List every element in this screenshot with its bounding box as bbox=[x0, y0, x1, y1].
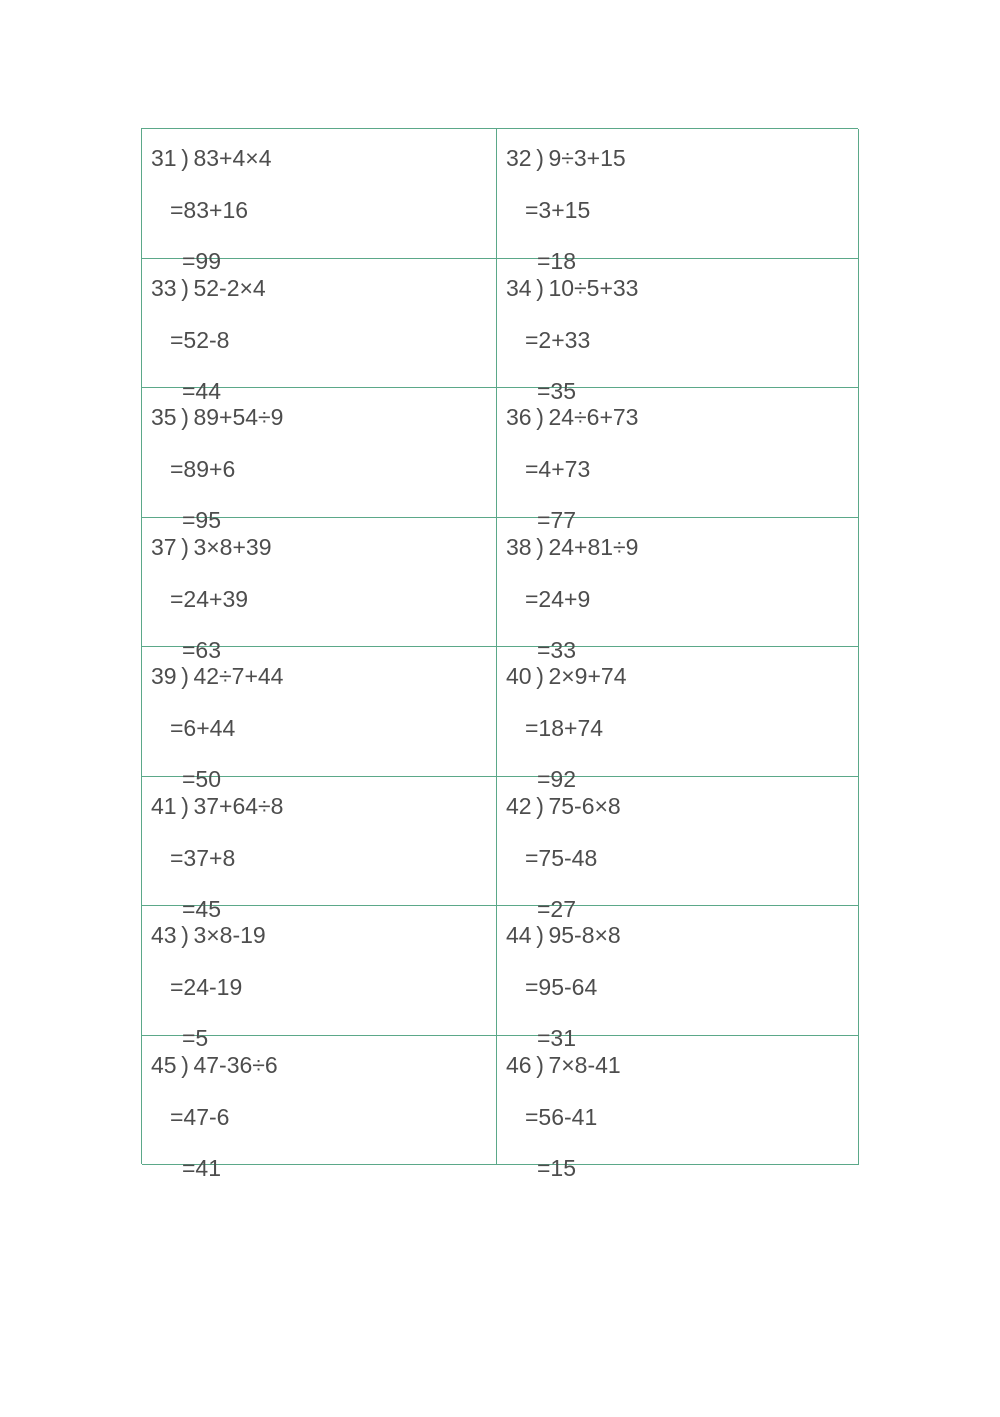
problem-cell bbox=[142, 1036, 497, 1181]
problem-cell bbox=[142, 518, 497, 663]
problem-step: =24+9 bbox=[525, 585, 591, 612]
problem-cell bbox=[142, 259, 497, 404]
problem-cell bbox=[497, 777, 859, 922]
problem-cell bbox=[142, 647, 497, 792]
problem-cell bbox=[497, 1036, 859, 1181]
worksheet-table bbox=[141, 128, 858, 1181]
problem-cell bbox=[497, 906, 859, 1051]
problem-cell bbox=[142, 906, 497, 1051]
problem-question: 39 ) 42÷7+44 bbox=[151, 663, 284, 689]
problem-step: =56-41 bbox=[525, 1103, 598, 1130]
problem-cell bbox=[497, 518, 859, 663]
problem-question: 32 ) 9÷3+15 bbox=[506, 145, 626, 171]
problem-answer: =95 bbox=[182, 507, 222, 533]
problem-answer: =77 bbox=[537, 507, 577, 533]
problem-cell bbox=[497, 129, 859, 274]
problem-step: =52-8 bbox=[170, 326, 230, 353]
problem-answer: =31 bbox=[537, 1025, 577, 1051]
problem-cell bbox=[142, 777, 497, 922]
problem-answer: =44 bbox=[182, 377, 222, 404]
problem-step: =37+8 bbox=[170, 844, 236, 871]
problem-step: =95-64 bbox=[525, 974, 598, 1000]
problem-step: =2+33 bbox=[525, 326, 591, 353]
problem-answer: =35 bbox=[537, 377, 577, 404]
problem-step: =24+39 bbox=[170, 585, 249, 612]
problem-answer: =18 bbox=[537, 248, 577, 274]
problem-answer: =45 bbox=[182, 895, 222, 922]
problem-step: =18+74 bbox=[525, 715, 604, 741]
problem-answer: =99 bbox=[182, 248, 222, 274]
problem-cell bbox=[497, 388, 859, 533]
problem-cell bbox=[142, 129, 497, 274]
problem-answer: =92 bbox=[537, 766, 577, 792]
problem-step: =24-19 bbox=[170, 974, 243, 1000]
problem-answer: =5 bbox=[182, 1025, 209, 1051]
problem-question: 42 ) 75-6×8 bbox=[506, 792, 621, 819]
problem-answer: =33 bbox=[537, 636, 577, 663]
problem-question: 45 ) 47-36÷6 bbox=[151, 1051, 278, 1078]
problem-step: =6+44 bbox=[170, 715, 236, 741]
problem-answer: =41 bbox=[182, 1154, 222, 1181]
problem-question: 43 ) 3×8-19 bbox=[151, 922, 266, 948]
problem-cell bbox=[497, 647, 859, 792]
problem-question: 46 ) 7×8-41 bbox=[506, 1051, 621, 1078]
problem-question: 35 ) 89+54÷9 bbox=[151, 404, 284, 430]
problem-question: 38 ) 24+81÷9 bbox=[506, 533, 639, 560]
problem-answer: =63 bbox=[182, 636, 222, 663]
problem-step: =47-6 bbox=[170, 1103, 230, 1130]
problem-question: 44 ) 95-8×8 bbox=[506, 922, 621, 948]
problem-question: 41 ) 37+64÷8 bbox=[151, 792, 284, 819]
problem-step: =3+15 bbox=[525, 197, 591, 223]
problem-question: 31 ) 83+4×4 bbox=[151, 145, 272, 171]
problem-answer: =27 bbox=[537, 895, 577, 922]
problem-question: 34 ) 10÷5+33 bbox=[506, 274, 639, 301]
problem-answer: =50 bbox=[182, 766, 222, 792]
problem-question: 40 ) 2×9+74 bbox=[506, 663, 627, 689]
problem-answer: =15 bbox=[537, 1154, 577, 1181]
problem-cell bbox=[497, 259, 859, 404]
problem-question: 33 ) 52-2×4 bbox=[151, 274, 266, 301]
problem-step: =4+73 bbox=[525, 456, 591, 482]
problem-step: =83+16 bbox=[170, 197, 249, 223]
problem-step: =75-48 bbox=[525, 844, 598, 871]
problem-question: 36 ) 24÷6+73 bbox=[506, 404, 639, 430]
problem-question: 37 ) 3×8+39 bbox=[151, 533, 272, 560]
problem-step: =89+6 bbox=[170, 456, 236, 482]
problem-cell bbox=[142, 388, 497, 533]
